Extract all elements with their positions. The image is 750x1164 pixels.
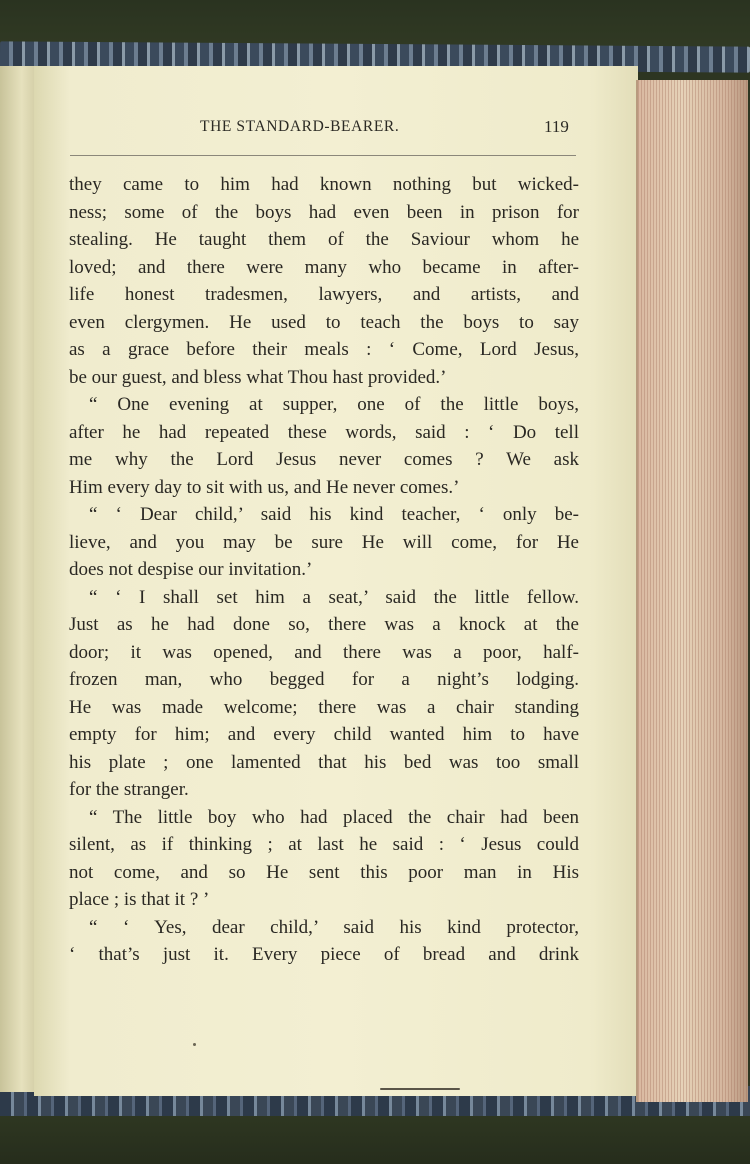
running-head-title: THE STANDARD-BEARER. — [200, 118, 400, 135]
text-line: frozen man, who begged for a night’s lodging. — [69, 669, 579, 690]
text-line: loved; and there were many who became in after- — [69, 256, 579, 278]
text-line: ‘ that’s just it. Every piece of bread and drink — [69, 944, 579, 965]
page-crease — [380, 1088, 460, 1090]
text-line: even clergymen. He used to teach the boys to say — [69, 311, 579, 333]
text-line: silent, as if thinking ; at last he said : ‘ Jesus could — [69, 834, 579, 855]
text-line: life honest tradesmen, lawyers, and artists, and — [69, 284, 579, 305]
text-line: lieve, and you may be sure He will come, for He — [69, 531, 579, 553]
text-line: door; it was opened, and there was a poor, half- — [69, 641, 579, 663]
text-line: as a grace before their meals : ‘ Come, Lord Jesus, — [69, 339, 579, 360]
paper-speck — [193, 1043, 196, 1046]
page-number: 119 — [544, 117, 569, 136]
text-line: “ ‘ I shall set him a seat,’ said the little fellow. — [89, 586, 579, 608]
text-line: “ One evening at supper, one of the little boys, — [89, 394, 579, 415]
text-line: empty for him; and every child wanted him to have — [69, 724, 579, 745]
running-head — [34, 118, 638, 142]
scan-background-bottom — [0, 1110, 750, 1164]
text-line: Him every day to sit with us, and He never comes.’ — [69, 476, 460, 498]
text-line: “ ‘ Dear child,’ said his kind teacher, ‘ only be- — [89, 504, 579, 525]
text-line: ness; some of the boys had even been in prison for — [69, 201, 579, 223]
page-fore-edge — [636, 80, 748, 1102]
text-line: “ ‘ Yes, dear child,’ said his kind protector, — [89, 916, 579, 938]
text-line: He was made welcome; there was a chair standing — [69, 696, 579, 718]
text-line: after he had repeated these words, said : ‘ Do tell — [69, 421, 579, 443]
text-line: me why the Lord Jesus never comes ? We ask — [69, 449, 579, 470]
text-line: “ The little boy who had placed the chair had been — [89, 806, 579, 828]
text-line: place ; is that it ? ’ — [69, 889, 210, 910]
left-page-edge — [0, 66, 37, 1092]
header-rule — [70, 155, 576, 156]
text-line: they came to him had known nothing but wicked- — [69, 174, 579, 195]
body-text — [69, 171, 579, 969]
text-line: be our guest, and bless what Thou hast provided.’ — [69, 366, 447, 388]
text-line: for the stranger. — [69, 779, 189, 800]
text-line: does not despise our invitation.’ — [69, 559, 313, 580]
text-line: not come, and so He sent this poor man in His — [69, 861, 579, 883]
text-line: his plate ; one lamented that his bed was too small — [69, 751, 579, 773]
text-line: Just as he had done so, there was a knock at the — [69, 614, 579, 635]
text-line: stealing. He taught them of the Saviour whom he — [69, 229, 579, 250]
